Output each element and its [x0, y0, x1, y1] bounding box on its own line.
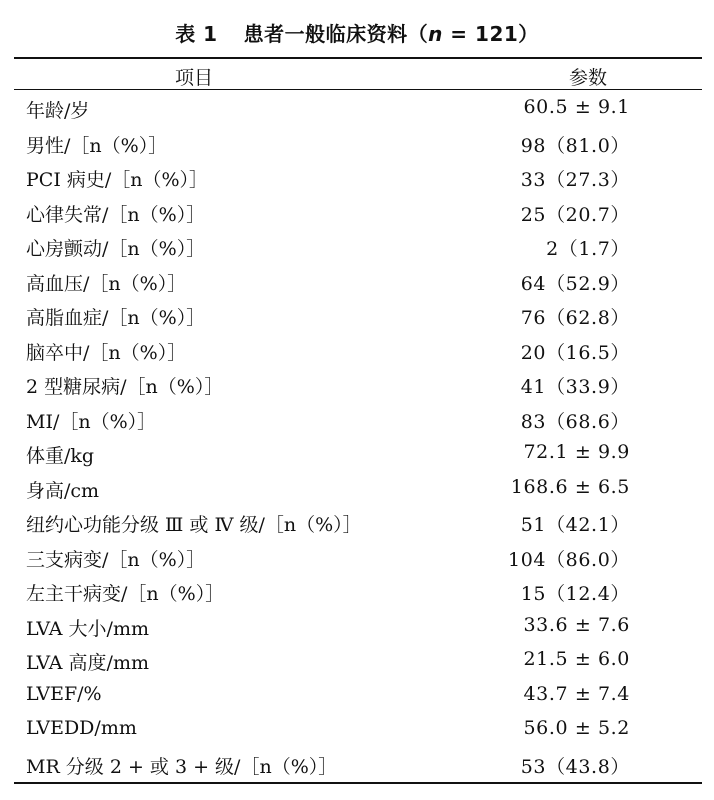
row-item-label: 高脂血症/［n（%）］	[26, 307, 206, 329]
table-row	[14, 297, 702, 332]
row-item-label: 体重/kg	[26, 445, 95, 467]
row-value: 60.5 ± 9.1	[523, 96, 630, 118]
row-item-label: LVEDD/mm	[26, 717, 137, 739]
row-item-label: PCI 病史/［n（%）］	[26, 169, 209, 191]
row-value: 2（1.7）	[546, 238, 630, 260]
row-value: 83（68.6）	[520, 410, 630, 433]
header-item: 项目	[174, 67, 213, 89]
table-row	[14, 401, 702, 436]
table-row	[14, 366, 702, 401]
table-row	[14, 677, 702, 712]
row-value: 53（43.8）	[520, 755, 630, 778]
row-item-label: 左主干病变/［n（%）］	[26, 583, 225, 605]
header-value: 参数	[568, 67, 607, 89]
row-value: 64（52.9）	[520, 272, 630, 295]
table-row	[14, 263, 702, 298]
bottom-rule	[14, 782, 702, 784]
row-item-label: 2 型糖尿病/［n（%）］	[26, 376, 224, 398]
row-value: 21.5 ± 6.0	[523, 648, 630, 670]
table-row	[14, 539, 702, 574]
row-item-label: MI/［n（%）］	[26, 410, 157, 433]
table-body	[14, 90, 702, 780]
table-row	[14, 470, 702, 505]
table-row	[14, 642, 702, 677]
table-title-variable: n	[428, 22, 443, 46]
table-row	[14, 608, 702, 643]
row-item-label: 高血压/［n（%）］	[26, 272, 187, 295]
row-value: 98（81.0）	[520, 134, 630, 157]
row-item-label: 身高/cm	[26, 479, 100, 502]
row-value: 56.0 ± 5.2	[523, 717, 630, 739]
table-row	[14, 194, 702, 229]
table-title-prefix: 患者一般临床资料（	[243, 22, 429, 46]
row-value: 33（27.3）	[520, 169, 630, 191]
row-value: 43.7 ± 7.4	[523, 682, 630, 705]
table-row	[14, 711, 702, 746]
row-value: 25（20.7）	[520, 203, 630, 226]
table-title-suffix: = 121）	[442, 22, 539, 46]
row-value: 15（12.4）	[520, 583, 630, 605]
row-value: 104（86.0）	[508, 548, 630, 571]
table-row	[14, 332, 702, 367]
table-header	[14, 59, 702, 89]
row-item-label: LVA 大小/mm	[26, 617, 149, 640]
row-item-label: 男性/［n（%）］	[26, 134, 168, 157]
row-value: 20（16.5）	[520, 341, 630, 364]
row-item-label: 纽约心功能分级 Ⅲ 或 Ⅳ 级/［n（%）］	[26, 514, 362, 536]
table-row	[14, 504, 702, 539]
row-value: 51（42.1）	[520, 514, 630, 536]
row-value: 41（33.9）	[520, 376, 630, 398]
row-value: 168.6 ± 6.5	[510, 475, 630, 498]
row-value: 33.6 ± 7.6	[523, 613, 630, 636]
row-item-label: 年龄/岁	[26, 100, 90, 122]
row-item-label: 脑卒中/［n（%）］	[26, 341, 187, 364]
table-row	[14, 90, 702, 125]
table-row	[14, 228, 702, 263]
row-item-label: 心律失常/［n（%）］	[26, 203, 206, 226]
row-item-label: 三支病变/［n（%）］	[26, 548, 206, 571]
row-item-label: MR 分级 2 + 或 3 + 级/［n（%）］	[26, 755, 338, 778]
table-row	[14, 435, 702, 470]
table-row	[14, 125, 702, 160]
table-number: 表 1	[175, 22, 218, 46]
row-item-label: 心房颤动/［n（%）］	[26, 238, 206, 260]
table-row	[14, 573, 702, 608]
row-value: 76（62.8）	[520, 307, 630, 329]
table-caption	[0, 18, 714, 47]
row-item-label: LVEF/%	[26, 682, 102, 705]
row-item-label: LVA 高度/mm	[26, 652, 149, 674]
table-row	[14, 746, 702, 781]
table-row	[14, 159, 702, 194]
row-value: 72.1 ± 9.9	[523, 441, 630, 463]
